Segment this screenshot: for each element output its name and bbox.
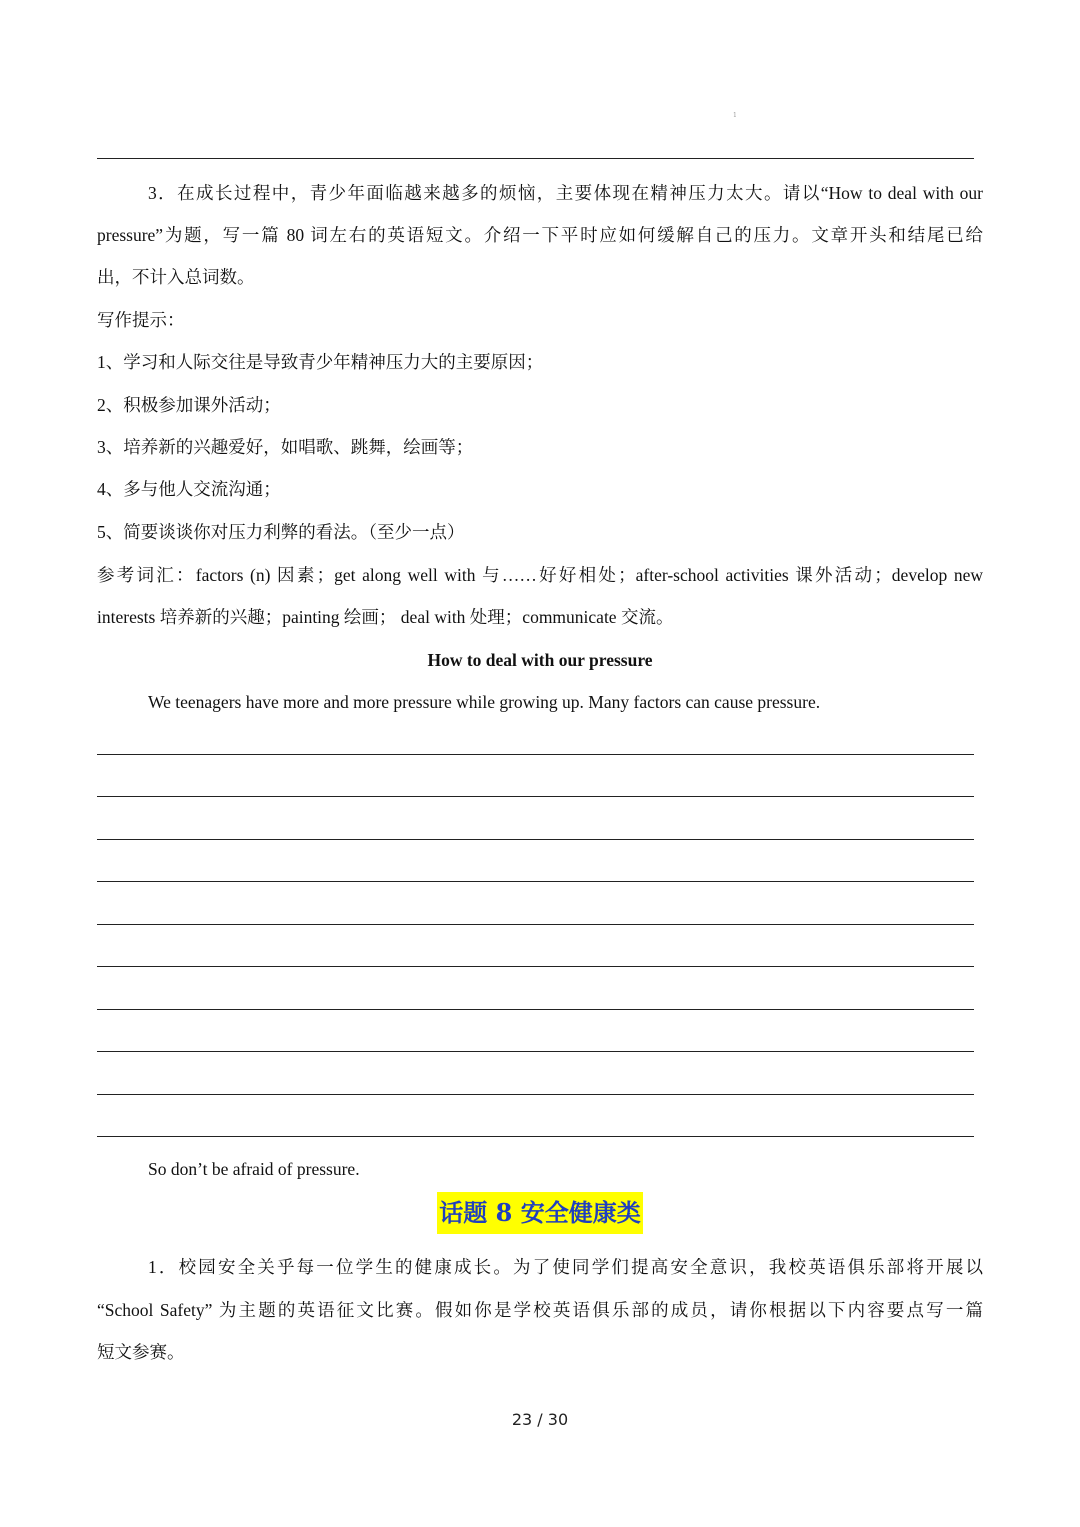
question1-line3: 短文参赛。 (97, 1342, 185, 1362)
answer-line[interactable] (97, 1009, 974, 1010)
question1-line1: 1．校园安全关乎每一位学生的健康成长。为了使同学们提高安全意识，我校英语俱乐部将开展以 (148, 1257, 983, 1277)
hint-item-3: 3、培养新的兴趣爱好，如唱歌、跳舞，绘画等； (97, 437, 474, 457)
hint-title: 写作提示： (97, 310, 185, 330)
question1-line2: “School Safety” 为主题的英语征文比赛。假如你是学校英语俱乐部的成员，请你根据以下内容要点写一篇 (97, 1300, 983, 1320)
essay-closing: So don’t be afraid of pressure. (148, 1159, 360, 1179)
essay-opening: We teenagers have more and more pressure while growing up. Many factors can cause pressure. (148, 692, 821, 712)
answer-line[interactable] (97, 1051, 974, 1052)
answer-line[interactable] (97, 796, 974, 797)
answer-line[interactable] (97, 1094, 974, 1095)
answer-line[interactable] (97, 839, 974, 840)
vocab-line1: 参考词汇：factors (n) 因素；get along well with 与……好好相处；after-school activities 课外活动；develop new (97, 565, 983, 585)
header-rule (97, 158, 974, 159)
essay-title: How to deal with our pressure (427, 650, 653, 670)
vocab-line2: interests 培养新的兴趣；painting 绘画； deal with 处理；communicate 交流。 (97, 607, 674, 627)
hint-item-2: 2、积极参加课外活动； (97, 395, 281, 415)
hint-item-4: 4、多与他人交流沟通； (97, 479, 281, 499)
question3-line1: 3．在成长过程中，青少年面临越来越多的烦恼，主要体现在精神压力太大。请以“How to deal with our (148, 183, 983, 203)
answer-line[interactable] (97, 1136, 974, 1137)
answer-line[interactable] (97, 881, 974, 882)
question3-line2: pressure”为题，写一篇 80 词左右的英语短文。介绍一下平时应如何缓解自己的压力。文章开头和结尾已给 (97, 225, 983, 245)
topic8-heading: 话题 8 安全健康类 (437, 1192, 642, 1234)
question3-line3: 出，不计入总词数。 (97, 267, 255, 287)
hint-item-5: 5、简要谈谈你对压力利弊的看法。（至少一点） (97, 522, 465, 542)
page-number: 23 / 30 (511, 1410, 569, 1429)
answer-line[interactable] (97, 966, 974, 967)
answer-line[interactable] (97, 754, 974, 755)
hint-item-1: 1、学习和人际交往是导致青少年精神压力大的主要原因； (97, 352, 544, 372)
answer-line[interactable] (97, 924, 974, 925)
header-mark: 1 (733, 112, 737, 119)
